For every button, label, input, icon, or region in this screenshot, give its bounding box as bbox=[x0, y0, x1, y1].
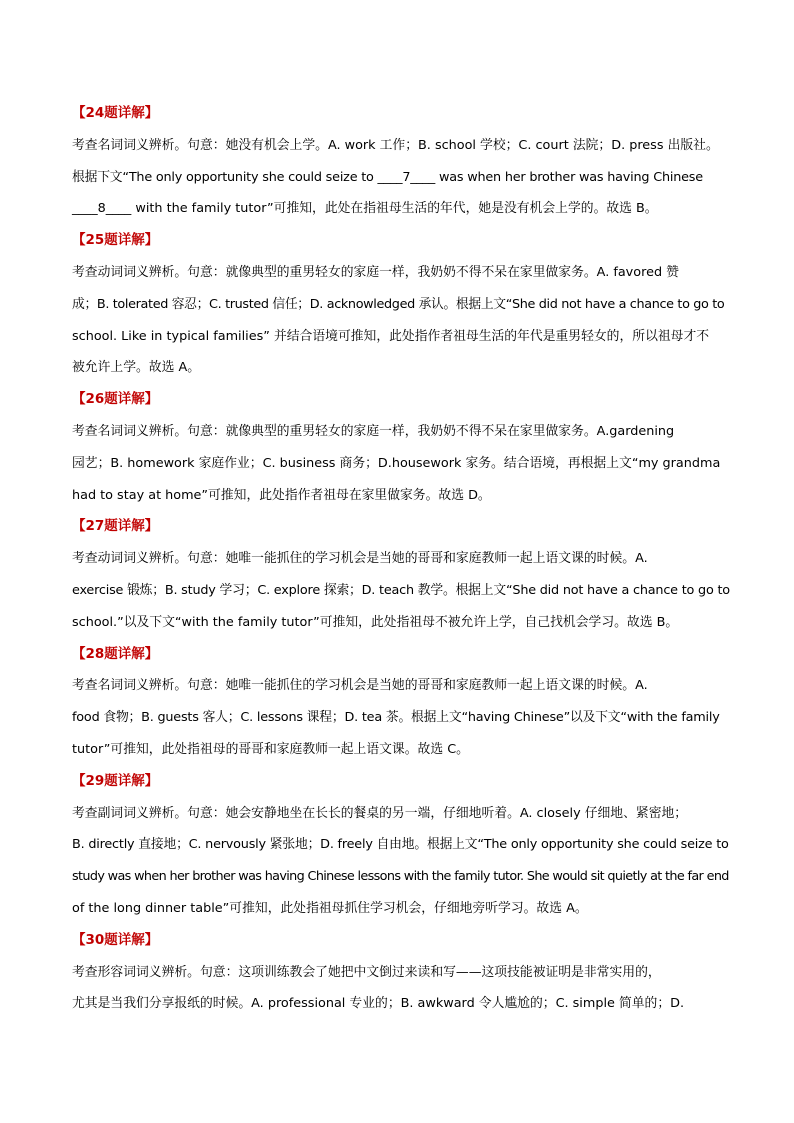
section-heading: 【30题详解】 bbox=[72, 931, 159, 948]
paragraph-line: had to stay at home”可推知，此处指作者祖母在家里做家务。故选 D。 bbox=[72, 487, 491, 503]
paragraph-line: 考查名词词义辨析。句意：她唯一能抓住的学习机会是当她的哥哥和家庭教师一起上语文课的时候。A. bbox=[72, 678, 648, 694]
paragraph-line: 园艺；B. homework 家庭作业；C. business 商务；D.housework 家务。结合语境，再根据上文“my grandma bbox=[72, 455, 721, 471]
section-heading: 【27题详解】 bbox=[72, 518, 159, 535]
paragraph-line: tutor”可推知，此处指祖母的哥哥和家庭教师一起上语文课。故选 C。 bbox=[72, 741, 469, 757]
paragraph-line: food 食物；B. guests 客人；C. lessons 课程；D. tea 茶。根据上文“having Chinese”以及下文“with the family bbox=[72, 710, 720, 726]
section-heading: 【29题详解】 bbox=[72, 772, 159, 789]
paragraph-line: 考查动词词义辨析。句意：她唯一能抓住的学习机会是当她的哥哥和家庭教师一起上语文课的时候。A. bbox=[72, 551, 648, 567]
explanation-28 bbox=[72, 639, 732, 766]
paragraph-line: 尤其是当我们分享报纸的时候。A. professional 专业的；B. awkward 令人尴尬的；C. simple 简单的；D. bbox=[72, 996, 685, 1012]
section-heading: 【28题详解】 bbox=[72, 645, 159, 662]
paragraph-line: 考查动词词义辨析。句意：就像典型的重男轻女的家庭一样，我奶奶不得不呆在家里做家务。A. favored 赞 bbox=[72, 264, 679, 280]
explanation-24 bbox=[72, 98, 732, 225]
explanation-content bbox=[72, 98, 732, 1020]
paragraph-line: of the long dinner table”可推知，此处指祖母抓住学习机会，仔细地旁听学习。故选 A。 bbox=[72, 900, 588, 916]
paragraph-line: 被允许上学。故选 A。 bbox=[72, 360, 200, 376]
paragraph-line: 成；B. tolerated 容忍；C. trusted 信任；D. acknowledged 承认。根据上文“She did not have a chance to go to bbox=[72, 296, 725, 312]
explanation-29 bbox=[72, 766, 732, 925]
explanation-26 bbox=[72, 384, 732, 511]
paragraph-line: exercise 锻炼；B. study 学习；C. explore 探索；D. teach 教学。根据上文“She did not have a chance to go to bbox=[72, 582, 730, 598]
explanation-27 bbox=[72, 511, 732, 638]
paragraph-line: school. Like in typical families” 并结合语境可推知，此处指作者祖母生活的年代是重男轻女的，所以祖母才不 bbox=[72, 328, 710, 344]
paragraph-line: 考查名词词义辨析。句意：她没有机会上学。A. work 工作；B. school 学校；C. court 法院；D. press 出版社。 bbox=[72, 137, 719, 153]
paragraph-line: 考查名词词义辨析。句意：就像典型的重男轻女的家庭一样，我奶奶不得不呆在家里做家务。A.gardening bbox=[72, 423, 675, 439]
explanation-25 bbox=[72, 225, 732, 384]
paragraph-line: 考查形容词词义辨析。句意：这项训练教会了她把中文倒过来读和写——这项技能被证明是非常实用的， bbox=[72, 964, 661, 980]
section-heading: 【25题详解】 bbox=[72, 232, 159, 249]
paragraph-line: ____8____ with the family tutor”可推知，此处在指祖母生活的年代，她是没有机会上学的。故选 B。 bbox=[72, 201, 658, 217]
paragraph-line: school.”以及下文“with the family tutor”可推知，此处指祖母不被允许上学，自己找机会学习。故选 B。 bbox=[72, 614, 679, 630]
paragraph-line: study was when her brother was having Chinese lessons with the family tutor. She would sit quietly at the far end bbox=[72, 869, 729, 885]
paragraph-line: 根据下文“The only opportunity she could seize to ____7____ was when her brother was having Chinese bbox=[72, 169, 703, 185]
section-heading: 【24题详解】 bbox=[72, 105, 159, 121]
section-heading: 【26题详解】 bbox=[72, 391, 159, 408]
paragraph-line: B. directly 直接地；C. nervously 紧张地；D. freely 自由地。根据上文“The only opportunity she could seize to bbox=[72, 837, 729, 853]
explanation-30 bbox=[72, 925, 732, 1020]
paragraph-line: 考查副词词义辨析。句意：她会安静地坐在长长的餐桌的另一端，仔细地听着。A. closely 仔细地、紧密地； bbox=[72, 805, 688, 821]
